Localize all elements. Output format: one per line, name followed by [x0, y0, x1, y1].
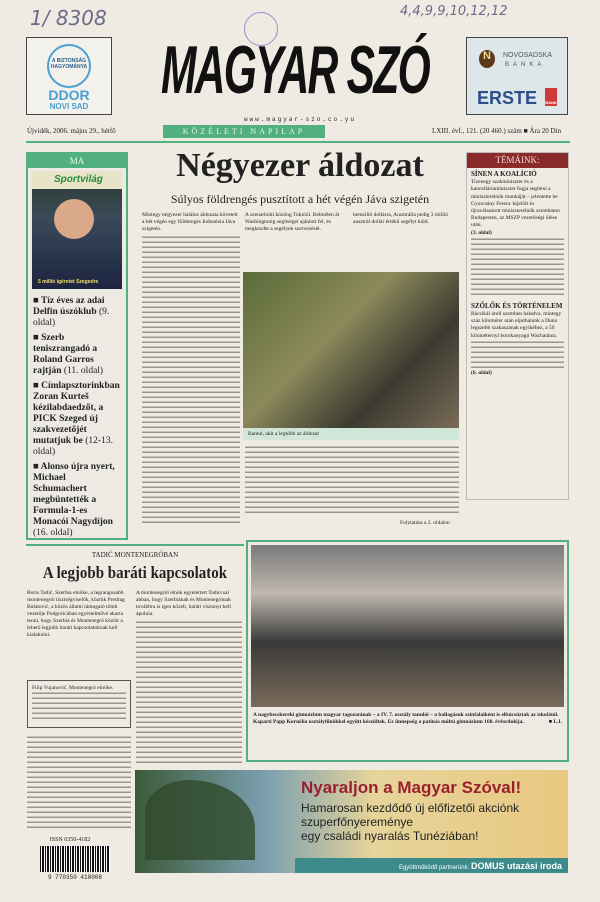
topic-item[interactable]: SÍNEN A KOALÍCIÓ Tizenegy szakminiszter és a kancelláriaminiszter fogja segíteni a miniszterelnök munkáját – jelentette be Gyurcsány Ferenc kijelölt és újraválasztott miniszterelnök szombaton Budapesten, az MSZP vezetőségi ülése után. (3. oldal)	[467, 168, 568, 300]
handwritten-note-right: 4,4,9,9,10,12,12	[400, 4, 508, 19]
second-kicker: TADIĆ MONTENEGRÓBAN	[91, 551, 179, 559]
topics-header: TÉMÁINK:	[467, 153, 568, 168]
erste-s-icon: BANK	[545, 88, 557, 106]
bank1-line2: BANKA	[505, 62, 546, 68]
ddor-city: NOVI SAD	[49, 102, 89, 111]
handwritten-note-left: 1/ 8308	[30, 6, 107, 30]
photo2-caption: A nagybecskereki gimnázium magyar tagozatának – a IV. 7. osztály tanulói – a ballagásuk színfalaiként is elbúcsúztak az iskolától. Kaparti Papp Kornélia osztályfőnökkel együtt készültek. Ez ünnepség a patinás múltú gimnázium 168. évfordulója. ■ L.I.	[253, 712, 562, 725]
second-headline: A legjobb baráti kapcsolatok	[42, 563, 228, 582]
lead-subhead: Súlyos földrengés pusztított a hét végén Jáva szigetén	[170, 192, 430, 206]
ddor-logo	[26, 37, 112, 115]
lead-text-continued	[245, 445, 459, 515]
issn: ISSN 0350-4182	[49, 837, 91, 843]
masthead-title: MAGYAR SZÓ	[161, 32, 429, 108]
bank1-line1: NOVOSADSKA	[503, 52, 553, 59]
second-col2: A montenegrói elnök egyetértett Tadiccsal abban, hogy Szerbiának és Montenegrónak továbbra is igen közeli, baráti viszonyt kell ápolnia.	[136, 590, 242, 765]
earthquake-photo	[243, 272, 459, 428]
masthead-url: www.magyar-szo.co.yu	[243, 116, 356, 123]
supplement-title: Sportvilág	[32, 171, 122, 189]
graduation-photo-box	[246, 540, 569, 762]
palm-tree-image	[145, 780, 255, 860]
sidebar-item[interactable]: ■ Tíz éves az adai Delfin úszóklub (9. oldal)	[33, 296, 110, 328]
erste-name: ERSTE	[477, 88, 538, 108]
lead-headline: Négyezer áldozat	[176, 147, 424, 184]
lead-col1: Mintegy négyezer halálos áldozata követelt a hét végén egy földrengés Indonézia Jáva szigetén.	[142, 212, 240, 525]
lead-col3: hemziliő dollárra, Ausztrália pedig 3 millió ausztrál dollár értékű segélyt küld.	[353, 212, 449, 225]
sidebar-item[interactable]: ■ Szerb teniszrangadó a Roland Garros rajtján (11. oldal)	[33, 333, 104, 376]
ad-body: Hamarosan kezdődő új előfizetői akciónk szuperfőnyereménye egy családi nyaralás Tunéziában!	[301, 801, 520, 843]
novosadska-emblem-icon: N	[479, 50, 495, 68]
topic-item[interactable]: SZŐLŐK ÉS TÖRTÉNELEM Bácsikál ároll szemben haladva, mintegy száz kilométer után eljuthatunk a Duna legszebb szakaszának egyikéhez, a 50 kilométernyi borokanyagú Wachauhoz. (6. oldal)	[471, 301, 563, 376]
continued-note[interactable]: Folytatása a 2. oldalon	[400, 520, 450, 526]
header-rule	[26, 141, 570, 143]
second-col1: Boris Tadić, Szerbia elnöke, a legrangosabb montenegrói tisztségviselők, köztük Predrag Bulatović, a közös állami támogató tömb vezetője Podgoricában egyértelművé akarta tenni, hogy Szerbia és Montenegró között a lehető legjobb baráti kapcsolatoknak kell kialakulni.	[27, 590, 125, 638]
graduation-photo	[251, 545, 564, 707]
bank-logos	[466, 37, 568, 115]
lead-col2: A szenarkiúti közöng Tokióól. Belmélen át Washingtonig segítséget ajánlott fel, és megkezdte a segélyek szervezését.	[245, 212, 340, 232]
second-col1-text	[27, 735, 131, 830]
subscription-ad[interactable]	[135, 770, 568, 873]
ddor-name: DDOR	[48, 87, 90, 103]
cover-caption: 5 millió ígéretet Szegedre	[38, 279, 99, 285]
sportvilag-cover[interactable]	[32, 171, 122, 289]
sidebar-header: MA	[28, 154, 126, 168]
ad-headline: Nyaraljon a Magyar Szóval!	[301, 778, 522, 797]
today-sidebar	[26, 152, 128, 540]
issue-number-price: LXIII. évf., 121. (20 460.) szám ■ Ára 20 Din	[432, 127, 562, 135]
section-rule	[26, 544, 244, 546]
barcode	[40, 846, 110, 872]
lead-photo-caption: Bantul, akit a legtöbb az áldozat	[243, 428, 459, 440]
topics-box	[466, 152, 569, 500]
tagline-bar: KÖZÉLETI NAPILAP	[163, 125, 325, 138]
quote-box: Filip Vujanović, Montenegró elnöke.	[27, 680, 131, 728]
ddor-ring: A BIZTONSÁG HAGYOMÁNYA	[47, 44, 91, 88]
barcode-number: 9 770350 418008	[47, 874, 102, 881]
issue-date: Újvidék, 2006. május 29., hétfő	[27, 127, 116, 135]
sidebar-item[interactable]: ■ Alonso újra nyert, Michael Schumachert megbüntették a Formula-1-es Monacói Nagydíjon (16. oldal)	[33, 462, 115, 538]
cover-photo-face	[54, 199, 94, 239]
sidebar-item[interactable]: ■ Címlapsztorinkban Zoran Kurteš kézilabdaedzőt, a PICK Szeged új szakvezetőjét mutatjuk be (12-13. oldal)	[33, 381, 120, 457]
ad-partner-bar: Együttműködő partnerünk: DOMUS utazási iroda	[295, 858, 568, 873]
